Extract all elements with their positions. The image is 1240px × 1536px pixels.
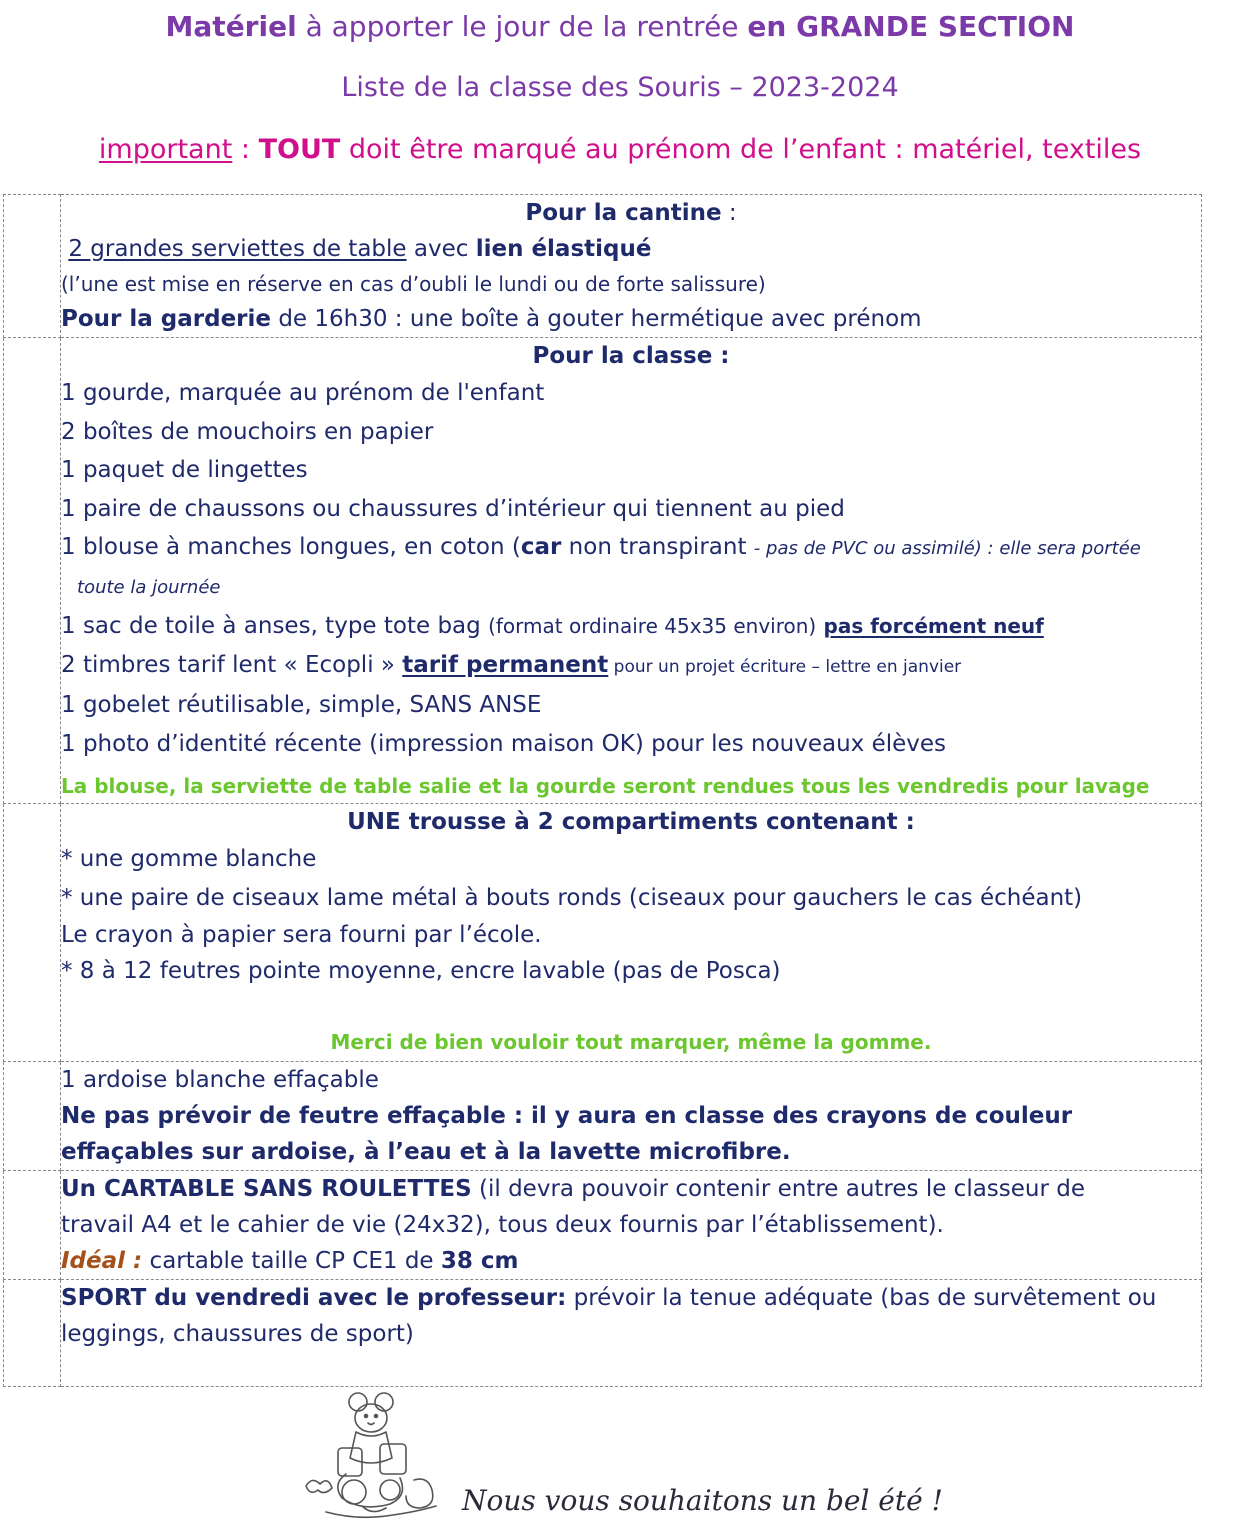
trousse-item: Le crayon à papier sera fourni par l’école. — [61, 922, 542, 948]
ideal-size: 38 cm — [440, 1248, 519, 1274]
row-classe — [4, 338, 1202, 804]
sac-text: 1 sac de toile à anses, type tote bag — [61, 613, 489, 639]
empty-cell — [4, 1171, 61, 1280]
sport-text: prévoir la tenue adéquate (bas de survêtement ou — [566, 1285, 1157, 1311]
ardoise-cell — [61, 1062, 1202, 1171]
supply-list-table — [3, 194, 1202, 1387]
ideal-text: cartable taille CP CE1 de — [142, 1248, 441, 1274]
serviettes-lien: lien élastiqué — [475, 236, 652, 262]
timbres-projet: pour un projet écriture – lettre en janvier — [608, 656, 962, 677]
blouse-note-cont: toute la journée — [77, 576, 221, 598]
timbres-text: 2 timbres tarif lent « Ecopli » — [61, 651, 403, 678]
blouse-text: 1 blouse à manches longues, en coton ( — [61, 534, 521, 560]
blouse-note: - pas de PVC ou assimilé) : elle sera portée — [753, 538, 1141, 559]
ideal-label: Idéal : — [61, 1248, 143, 1274]
timbres-line — [61, 646, 1201, 687]
sac-line — [61, 607, 1201, 646]
ardoise-warning-cont: effaçables sur ardoise, à l’eau et à la lavette microfibre. — [61, 1139, 791, 1165]
cantine-heading — [61, 195, 1201, 231]
classe-item: 1 gourde, marquée au prénom de l'enfant — [61, 380, 545, 406]
title-materiel: Matériel — [165, 10, 297, 43]
footer-message: Nous vous souhaitons un bel été ! — [462, 1484, 943, 1517]
sac-neuf: pas forcément neuf — [823, 614, 1044, 638]
marquer-note: Merci de bien vouloir tout marquer, même la gomme. — [330, 1030, 932, 1054]
garderie-label: Pour la garderie — [61, 306, 272, 332]
important-label: important — [98, 134, 233, 165]
cantine-cell — [61, 195, 1202, 338]
empty-cell — [4, 804, 61, 1062]
cantine-serviettes — [61, 231, 1201, 267]
cantine-title: Pour la cantine — [525, 200, 722, 226]
important-colon: : — [232, 134, 259, 165]
classe-title: Pour la classe : — [532, 343, 730, 369]
trousse-item: * une paire de ciseaux lame métal à bouts ronds (ciseaux pour gauchers le cas échéant) — [61, 884, 1083, 911]
blouse-line — [61, 528, 1201, 569]
important-notice — [0, 134, 1240, 165]
classe-item: 1 paire de chaussons ou chaussures d’intérieur qui tiennent au pied — [61, 495, 845, 522]
lavage-note: La blouse, la serviette de table salie et la gourde seront rendues tous les vendredis pour lavage — [61, 774, 1150, 798]
row-ardoise — [4, 1062, 1202, 1171]
trousse-item: * une gomme blanche — [61, 846, 317, 872]
serviettes-avec: avec — [406, 236, 476, 262]
empty-cell — [4, 338, 61, 804]
mice-illustration-icon — [296, 1388, 446, 1528]
classe-item: 1 gobelet réutilisable, simple, SANS ANSE — [61, 692, 542, 718]
sport-title: SPORT du vendredi avec le professeur: — [61, 1285, 567, 1311]
title-middle: à apporter le jour de la rentrée — [296, 10, 748, 43]
blouse-car: car — [520, 534, 562, 560]
garderie-line — [61, 301, 1201, 337]
cartable-line — [61, 1171, 1201, 1207]
cartable-title: Un CARTABLE SANS ROULETTES — [61, 1176, 472, 1202]
sport-cell — [61, 1280, 1202, 1387]
trousse-cell — [61, 804, 1202, 1062]
sac-format: (format ordinaire 45x35 environ) — [488, 614, 817, 638]
serviettes-text: 2 grandes serviettes de table — [68, 236, 407, 262]
classe-item: 1 photo d’identité récente (impression maison OK) pour les nouveaux élèves — [61, 730, 947, 757]
empty-cell — [4, 1280, 61, 1387]
row-cantine — [4, 195, 1202, 338]
title-line — [0, 10, 1240, 43]
row-trousse — [4, 804, 1202, 1062]
trousse-item: * 8 à 12 feutres pointe moyenne, encre lavable (pas de Posca) — [61, 958, 781, 984]
cantine-title-colon: : — [721, 200, 737, 226]
classe-cell — [61, 338, 1202, 804]
cartable-line-cont: travail A4 et le cahier de vie (24x32), tous deux fournis par l’établissement). — [61, 1212, 944, 1238]
row-cartable — [4, 1171, 1202, 1280]
empty-cell — [4, 195, 61, 338]
blouse-transpirant: non transpirant — [561, 534, 754, 560]
important-tout: TOUT — [258, 134, 341, 165]
class-list-subtitle: Liste de la classe des Souris – 2023-2024 — [341, 72, 899, 103]
ideal-line — [61, 1243, 1201, 1279]
cantine-reserve-note: (l’une est mise en réserve en cas d’oubli le lundi ou de forte salissure) — [61, 272, 766, 296]
ardoise-warning: Ne pas prévoir de feutre effaçable : il y aura en classe des crayons de couleur — [61, 1103, 1073, 1129]
row-sport — [4, 1280, 1202, 1387]
timbres-tarif: tarif permanent — [402, 651, 609, 678]
ardoise-item: 1 ardoise blanche effaçable — [61, 1067, 379, 1093]
trousse-title: UNE trousse à 2 compartiments contenant : — [347, 809, 915, 835]
classe-item: 1 paquet de lingettes — [61, 457, 308, 483]
classe-item: 2 boîtes de mouchoirs en papier — [61, 418, 434, 445]
cartable-text: (il devra pouvoir contenir entre autres le classeur de — [471, 1176, 1086, 1202]
cartable-cell — [61, 1171, 1202, 1280]
title-section: en GRANDE SECTION — [747, 10, 1075, 43]
sport-line-cont: leggings, chaussures de sport) — [61, 1321, 414, 1347]
sport-line — [61, 1280, 1201, 1316]
sac-space — [816, 613, 823, 639]
empty-cell — [4, 1062, 61, 1171]
important-rest: doit être marqué au prénom de l’enfant : matériel, textiles — [340, 134, 1142, 165]
garderie-text: de 16h30 : une boîte à gouter hermétique avec prénom — [271, 306, 922, 332]
